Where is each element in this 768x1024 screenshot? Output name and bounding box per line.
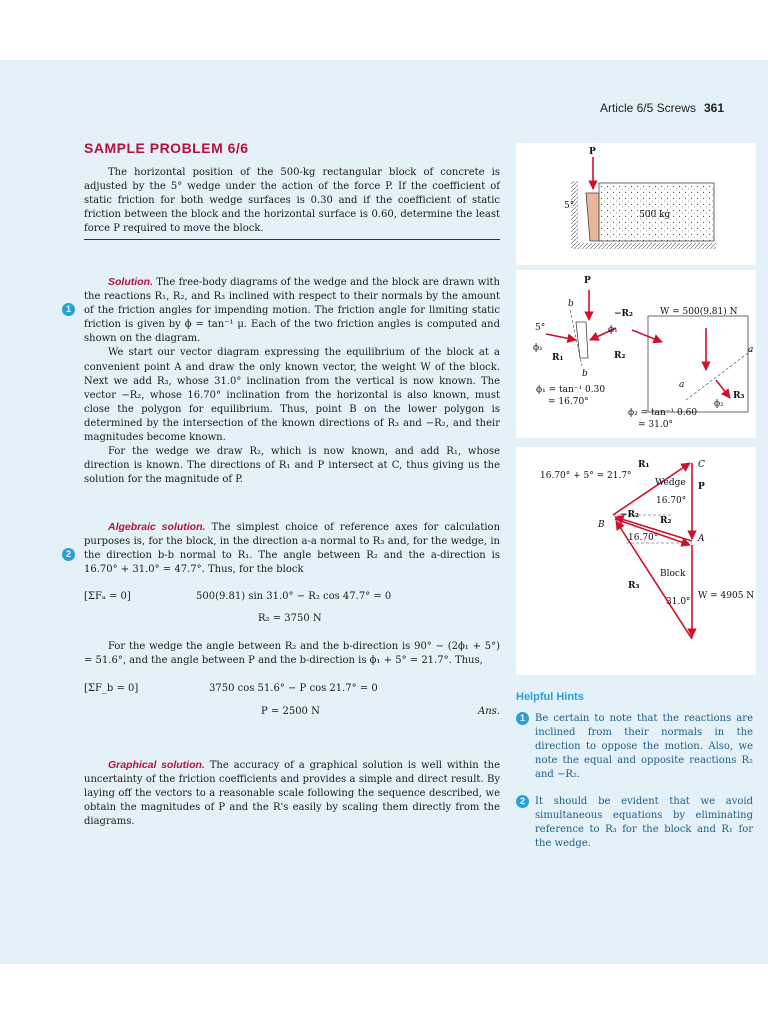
label-b-top: b — [568, 299, 574, 309]
label-phi1-equation: ϕ₁ = tan⁻¹ 0.30 — [536, 385, 606, 395]
label-r1: R₁ — [552, 353, 564, 363]
label-phi2: ϕ₂ — [714, 399, 724, 409]
helpful-hint-2: It should be evident that we avoid simultaneous equations by eliminating reference to R₃ for the block and R₁ for the wedge. — [535, 796, 753, 849]
label-16-70-lower: 16.70° — [628, 533, 659, 543]
label-p: P — [584, 276, 591, 286]
problem-statement — [84, 166, 500, 236]
label-500kg: 500 kg — [639, 210, 671, 220]
label-phi1-value: = 16.70° — [548, 397, 589, 407]
algebraic-section — [84, 520, 500, 577]
solution-paragraph-2: We start our vector diagram expressing the equilibrium of the block at a convenient point A and draw the only known vector, the weight W of the block. Next we add R₃, whose 31.0° inclination from the vertical is now known. The vector −R₂, whose 16.70° inclination from the horizontal is also known, must close the polygon for equilibrium. Thus, point B on the lower polygon is determined by the intersection of the known directions of R₃ and −R₂, and their magnitudes become known. — [84, 347, 500, 444]
label-wedge: Wedge — [655, 478, 686, 488]
label-r2: R₂ — [614, 351, 626, 361]
problem-text: The horizontal position of the 500-kg rectangular block of concrete is adjusted by the 5° wedge under the action of the force P. If the coefficient of static friction for both wedge surfaces is 0.30 and if the coefficient of static friction between the block and the horizontal surface is 0.60, determine the least force P required to move the block. — [84, 167, 500, 235]
equation-2: 3750 cos 51.6° − P cos 21.7° = 0 — [209, 683, 378, 694]
equation-2-result: P = 2500 N — [261, 706, 320, 717]
section-name: Article 6/5 Screws — [599, 101, 696, 115]
answer-marker: Ans. — [478, 706, 500, 717]
label-r1: R₁ — [638, 460, 650, 470]
label-neg-r2: −R₂ — [620, 510, 639, 520]
label-neg-r2: −R₂ — [614, 309, 633, 319]
label-5-degree: 5° — [564, 201, 575, 211]
label-r3: R₃ — [628, 581, 640, 591]
helpful-hint-1-badge: 1 — [516, 712, 529, 725]
solution-lead: Solution. — [108, 276, 153, 288]
solution-paragraph-1: The free-body diagrams of the wedge and the block are drawn with the reactions R₁, R₂, and R₃ inclined with respect to their normals by the amount of the friction angles for impending motion. The friction angle for limiting static friction is given by ϕ = tan⁻¹ μ. Each of the two friction angles is computed and shown on the diagram. — [84, 277, 501, 345]
label-weight: W = 4905 N — [698, 591, 755, 601]
equation-1: 500(9.81) sin 31.0° − R₂ cos 47.7° = 0 — [196, 591, 392, 602]
label-5-degree: 5° — [535, 323, 546, 333]
label-phi1-left: ϕ₁ — [533, 343, 543, 353]
label-a: A — [698, 534, 705, 544]
helpful-hint-2-badge: 2 — [516, 795, 529, 808]
wedge-r1-arrow — [546, 334, 576, 340]
label-phi2-equation: ϕ₂ = tan⁻¹ 0.60 — [628, 408, 698, 418]
label-31-degree: 31.0° — [666, 597, 691, 607]
running-header — [600, 101, 724, 115]
wedge — [586, 193, 599, 241]
hint-1-badge: 1 — [62, 303, 75, 316]
label-c: C — [698, 460, 705, 470]
algebraic-lead: Algebraic solution. — [108, 521, 206, 533]
figure-free-body-diagrams — [516, 270, 756, 438]
equation-1-result: R₂ = 3750 N — [258, 613, 322, 624]
label-r2: R₂ — [660, 516, 672, 526]
label-phi2-value: = 31.0° — [638, 420, 673, 430]
wedge-fbd — [576, 322, 588, 358]
algebraic-paragraph-2: For the wedge the angle between R₂ and the b-direction is 90° − (2ϕ₁ + 5°) = 51.6°, and the angle between P and the b-direction is ϕ₁ + 5° = 21.7°. Thus, — [84, 641, 500, 667]
solution-section — [84, 275, 500, 487]
solution-paragraph-3: For the wedge we draw R₂, which is now known, and add R₁, whose direction is known. The directions of R₁ and P intersect at C, thus giving us the solution for the magnitude of P. — [84, 446, 500, 486]
label-16-70-upper: 16.70° — [656, 496, 687, 506]
algebraic-paragraph-1: The simplest choice of reference axes for calculation purposes is, for the block, in the direction a-a normal to R₃ and, for the wedge, in the direction b-b normal to R₁. The angle between R₂ and the a-direction is 16.70° + 31.0° = 47.7°. Thus, for the block — [84, 522, 501, 576]
label-r3: R₃ — [733, 391, 745, 401]
figure-vector-polygons — [516, 447, 756, 675]
page-number: 361 — [703, 101, 724, 115]
equation-2-label: [ΣF_b = 0] — [84, 683, 139, 694]
label-p: P — [589, 147, 596, 157]
label-block: Block — [660, 569, 686, 579]
label-angle-sum: 16.70° + 5° = 21.7° — [540, 471, 632, 481]
divider-rule — [84, 239, 500, 240]
helpful-hints-title: Helpful Hints — [516, 691, 584, 703]
label-b: B — [598, 520, 605, 530]
equation-1-label: [ΣFₐ = 0] — [84, 591, 131, 602]
label-block-weight: W = 500(9.81) N — [660, 307, 738, 317]
helpful-hint-1: Be certain to note that the reactions are inclined from their normals in the direction to oppose the motion. Also, we note the equal and opposite reactions R₂ and −R₂. — [535, 713, 753, 780]
hint-2-badge: 2 — [62, 548, 75, 561]
label-p: P — [698, 482, 705, 492]
label-b-bottom: b — [582, 369, 588, 379]
figure-wedge-block — [516, 143, 756, 265]
label-a-right: a — [748, 345, 754, 355]
graphical-section — [84, 758, 500, 829]
sample-problem-title: SAMPLE PROBLEM 6/6 — [84, 140, 249, 156]
label-a-left: a — [679, 380, 685, 390]
algebraic-paragraph-2-block — [84, 640, 500, 668]
graphical-lead: Graphical solution. — [108, 759, 205, 771]
label-phi1-right: ϕ₁ — [608, 325, 618, 335]
graphical-paragraph: The accuracy of a graphical solution is well within the uncertainty of the friction coefficients and provides a simple and direct result. By laying off the vectors to a reasonable scale following the sequence described, we obtain the magnitudes of P and the R's easily by scaling them directly from the diagrams. — [84, 760, 500, 828]
